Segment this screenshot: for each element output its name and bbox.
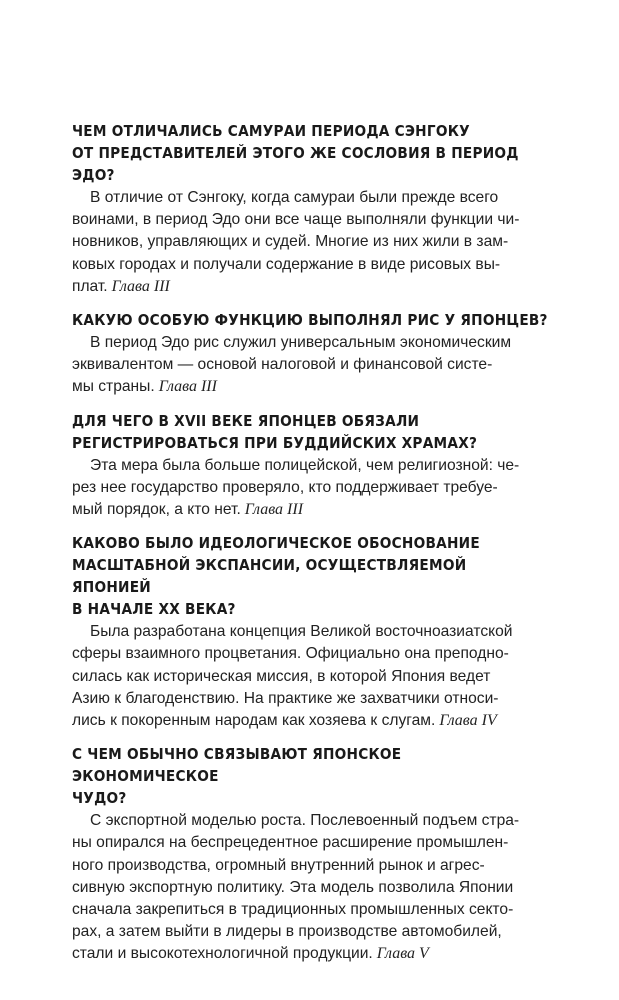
answer-line: рах, а затем выйти в лидеры в производстве автомобилей, (72, 923, 502, 941)
question-heading (72, 532, 550, 620)
question-heading (72, 309, 550, 331)
question-line: ДЛЯ ЧЕГО В XVII ВЕКЕ ЯПОНЦЕВ ОБЯЗАЛИ (72, 411, 420, 430)
answer-line: Азию к благоденствию. На практике же захватчики относи- (72, 689, 499, 707)
question-line: В НАЧАЛЕ XX ВЕКА? (72, 600, 236, 619)
question-heading (72, 743, 550, 809)
qa-section (72, 309, 550, 399)
question-line: КАКУЮ ОСОБУЮ ФУНКЦИЮ ВЫПОЛНЯЛ РИС У ЯПОНЦЕВ? (72, 311, 548, 330)
answer-paragraph (72, 187, 550, 298)
answer-line: лись к покоренным народам как хозяева к слугам. (72, 712, 436, 730)
answer-paragraph (72, 810, 550, 965)
answer-line: В отличие от Сэнгоку, когда самураи были прежде всего (90, 189, 499, 206)
answer-line: ковых городах и получали содержание в виде рисовых вы- (72, 255, 501, 273)
qa-section (72, 120, 550, 298)
answer-line: эквивалентом — основой налоговой и финансовой систе- (72, 356, 493, 374)
answer-paragraph (72, 455, 550, 522)
answer-paragraph (72, 332, 550, 399)
chapter-reference: Глава V (376, 945, 429, 963)
chapter-reference: Глава III (244, 501, 304, 519)
answer-line: мый порядок, а кто нет. (72, 501, 241, 519)
answer-line: силась как историческая миссия, в которой Япония ведет (72, 667, 491, 685)
answer-paragraph (72, 621, 550, 732)
question-line: РЕГИСТРИРОВАТЬСЯ ПРИ БУДДИЙСКИХ ХРАМАХ? (72, 433, 478, 452)
answer-line: стали и высокотехнологичной продукции. (72, 945, 373, 963)
question-heading (72, 120, 550, 186)
question-line: С ЧЕМ ОБЫЧНО СВЯЗЫВАЮТ ЯПОНСКОЕ ЭКОНОМИЧЕСКОЕ (72, 745, 402, 786)
question-line: ЧУДО? (72, 789, 127, 808)
answer-line: новников, управляющих и судей. Многие из них жили в зам- (72, 233, 509, 251)
answer-line: С экспортной моделью роста. Послевоенный подъем стра- (90, 812, 520, 830)
answer-line: рез нее государство проверяло, кто поддерживает требуе- (72, 478, 498, 496)
answer-line: В период Эдо рис служил универсальным экономическим (90, 334, 512, 352)
answer-line: плат. (72, 277, 108, 295)
answer-line: сивную экспортную политику. Эта модель позволила Японии (72, 878, 514, 896)
chapter-reference: Глава IV (439, 712, 497, 730)
question-line: ОТ ПРЕДСТАВИТЕЛЕЙ ЭТОГО ЖЕ СОСЛОВИЯ В ПЕРИОД ЭДО? (72, 144, 519, 184)
chapter-reference: Глава III (158, 378, 217, 396)
answer-line: воинами, в период Эдо они все чаще выполняли функции чи- (72, 211, 520, 229)
qa-section (72, 743, 550, 965)
answer-line: Эта мера была больше полицейской, чем религиозной: че- (90, 456, 520, 474)
book-page (72, 120, 550, 977)
question-line: КАКОВО БЫЛО ИДЕОЛОГИЧЕСКОЕ ОБОСНОВАНИЕ (72, 534, 480, 553)
answer-line: ного производства, огромный внутренний рынок и агрес- (72, 856, 485, 874)
answer-line: Была разработана концепция Великой восточноазиатской (90, 623, 513, 641)
answer-line: сферы взаимного процветания. Официально она преподно- (72, 645, 509, 663)
answer-line: сначала закрепиться в традиционных промышленных секто- (72, 901, 514, 919)
question-line: МАСШТАБНОЙ ЭКСПАНСИИ, ОСУЩЕСТВЛЯЕМОЙ ЯПОНИЕЙ (72, 556, 467, 597)
answer-line: ны опирался на беспрецедентное расширение промышлен- (72, 834, 509, 852)
answer-line: мы страны. (72, 378, 155, 396)
question-line: ЧЕМ ОТЛИЧАЛИСЬ САМУРАИ ПЕРИОДА СЭНГОКУ (72, 122, 470, 140)
chapter-reference: Глава III (111, 277, 170, 295)
qa-section (72, 410, 550, 522)
question-heading (72, 410, 550, 454)
qa-section (72, 532, 550, 732)
